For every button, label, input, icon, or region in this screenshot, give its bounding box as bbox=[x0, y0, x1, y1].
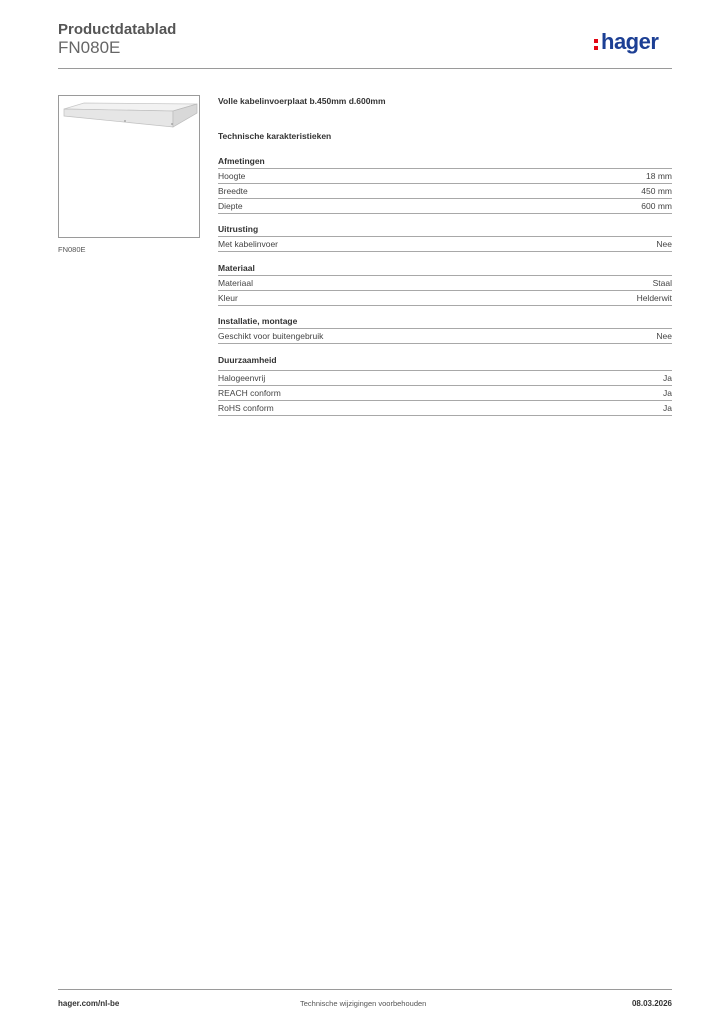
spec-row bbox=[218, 385, 672, 400]
spec-row bbox=[218, 328, 672, 343]
spec-value: Nee bbox=[656, 331, 672, 341]
spec-key: Breedte bbox=[218, 186, 248, 196]
product-description: Volle kabelinvoerplaat b.450mm d.600mm bbox=[218, 96, 386, 106]
spec-key: Materiaal bbox=[218, 278, 253, 288]
footer-divider bbox=[58, 989, 672, 990]
spec-key: Geschikt voor buitengebruik bbox=[218, 331, 324, 341]
spec-key: Hoogte bbox=[218, 171, 246, 181]
spec-value: Ja bbox=[663, 403, 672, 413]
section-title-duurzaamheid: Duurzaamheid bbox=[218, 355, 277, 365]
footer-note: Technische wijzigingen voorbehouden bbox=[300, 999, 427, 1008]
spec-value: 600 mm bbox=[641, 201, 672, 211]
spec-key: Diepte bbox=[218, 201, 243, 211]
product-code-heading: FN080E bbox=[58, 38, 121, 57]
product-image bbox=[58, 95, 200, 238]
spec-key: REACH conform bbox=[218, 388, 281, 398]
section-title-materiaal: Materiaal bbox=[218, 263, 255, 273]
spec-value: Ja bbox=[663, 388, 672, 398]
row-end-line bbox=[218, 305, 672, 306]
spec-row bbox=[218, 290, 672, 305]
spec-row bbox=[218, 275, 672, 290]
spec-key: Halogeenvrij bbox=[218, 373, 266, 383]
page-title: Productdatablad bbox=[58, 21, 177, 38]
row-end-line bbox=[218, 415, 672, 416]
spec-value: Ja bbox=[663, 373, 672, 383]
spec-key: Met kabelinvoer bbox=[218, 239, 279, 249]
spec-row bbox=[218, 370, 672, 385]
section-title-afmetingen: Afmetingen bbox=[218, 156, 265, 166]
spec-row bbox=[218, 183, 672, 198]
spec-row bbox=[218, 236, 672, 251]
spec-value: Staal bbox=[652, 278, 672, 288]
section-title-installatie: Installatie, montage bbox=[218, 316, 298, 326]
spec-row bbox=[218, 198, 672, 213]
spec-row bbox=[218, 400, 672, 415]
image-caption: FN080E bbox=[58, 245, 86, 254]
hager-logo bbox=[594, 30, 658, 54]
row-end-line bbox=[218, 251, 672, 252]
spec-value: 18 mm bbox=[646, 171, 672, 181]
section-title-uitrusting: Uitrusting bbox=[218, 224, 259, 234]
footer-website: hager.com/nl-be bbox=[58, 999, 120, 1008]
tech-characteristics-heading: Technische karakteristieken bbox=[218, 131, 332, 141]
header-divider bbox=[58, 68, 672, 69]
spec-value: Nee bbox=[656, 239, 672, 249]
spec-row bbox=[218, 168, 672, 183]
cable-entry-plate-icon bbox=[59, 96, 199, 237]
logo-text: hager bbox=[601, 29, 659, 54]
row-end-line bbox=[218, 343, 672, 344]
spec-key: RoHS conform bbox=[218, 403, 274, 413]
row-end-line bbox=[218, 213, 672, 214]
spec-key: Kleur bbox=[218, 293, 238, 303]
logo-dots-icon bbox=[594, 30, 599, 54]
spec-value: 450 mm bbox=[641, 186, 672, 196]
spec-value: Helderwit bbox=[636, 293, 672, 303]
footer-date: 08.03.2026 bbox=[631, 999, 672, 1008]
